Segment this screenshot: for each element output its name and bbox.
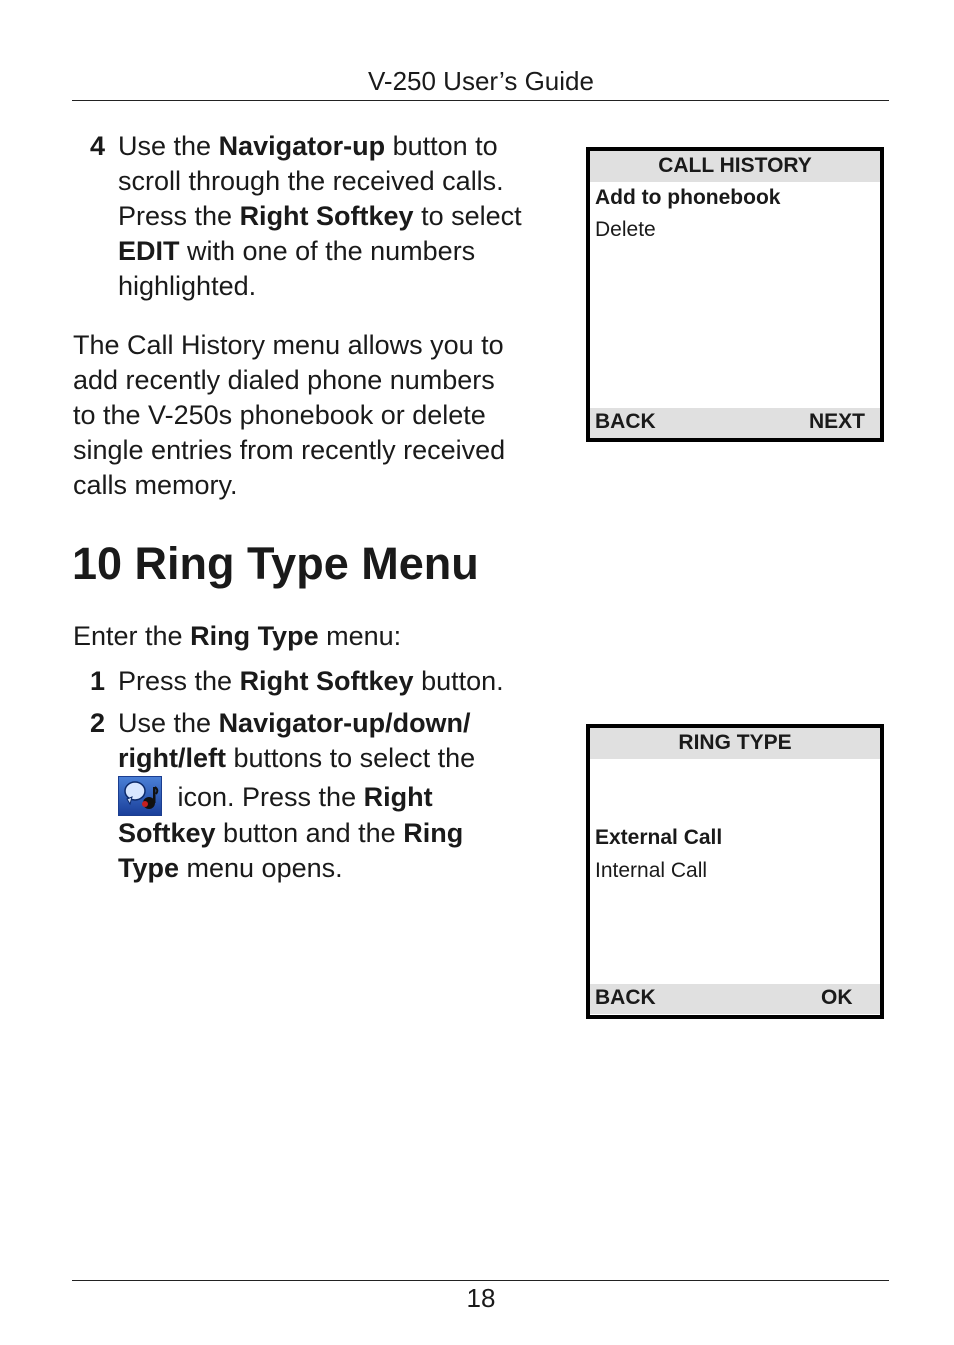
bold-text: Right Softkey: [239, 201, 414, 231]
bold-text: EDIT: [118, 236, 180, 266]
text: icon. Press the: [170, 782, 364, 812]
page-header-title: V-250 User’s Guide: [368, 66, 594, 96]
step-2-text: [118, 706, 578, 886]
step-4: [90, 129, 105, 164]
menu-item-external-call[interactable]: External Call: [595, 826, 723, 849]
step-4-text: [118, 129, 588, 304]
text: highlighted.: [118, 271, 257, 301]
paragraph-line: add recently dialed phone numbers: [73, 365, 495, 395]
bold-text: Right: [363, 782, 433, 812]
text: Use the: [118, 131, 219, 161]
text: menu opens.: [179, 853, 343, 883]
screen-title: CALL HISTORY: [658, 154, 812, 177]
paragraph-line: calls memory.: [73, 470, 238, 500]
menu-item-internal-call[interactable]: Internal Call: [595, 859, 708, 882]
paragraph-line: The Call History menu allows you to: [73, 330, 504, 360]
bold-text: Navigator-up: [218, 131, 386, 161]
text: scroll through the received calls.: [118, 166, 504, 196]
text: Press the: [118, 201, 240, 231]
text: Use the: [118, 708, 219, 738]
text: button to: [385, 131, 498, 161]
bold-text: Softkey: [118, 818, 216, 848]
footer-rule: [72, 1280, 889, 1281]
page-number: 18: [466, 1283, 496, 1313]
back-softkey[interactable]: BACK: [595, 410, 656, 433]
call-history-screen: [586, 147, 884, 442]
ok-softkey[interactable]: OK: [821, 986, 853, 1009]
next-softkey[interactable]: NEXT: [809, 410, 866, 433]
menu-item-add-to-phonebook[interactable]: Add to phonebook: [595, 186, 781, 209]
paragraph-line: to the V-250s phonebook or delete: [73, 400, 486, 430]
text: buttons to select the: [226, 743, 476, 773]
screen-title: RING TYPE: [678, 731, 792, 754]
bold-text: Ring Type: [190, 621, 319, 651]
section-heading: 10 Ring Type Menu: [72, 538, 479, 589]
bold-text: Right Softkey: [239, 666, 414, 696]
bold-text: right/left: [118, 743, 226, 773]
bold-text: Ring: [403, 818, 464, 848]
bold-text: Type: [118, 853, 180, 883]
ring-type-icon: [118, 776, 162, 816]
step-2: [90, 706, 105, 741]
step-1: [90, 664, 105, 699]
step-number: 1: [90, 666, 106, 696]
text: menu:: [318, 621, 402, 651]
header-rule: [72, 100, 889, 101]
step-1-text: [118, 664, 504, 699]
step-number: 2: [90, 708, 106, 738]
text: Enter the: [73, 621, 191, 651]
step-number: 4: [90, 131, 106, 161]
ring-type-screen: [586, 724, 884, 1019]
text: with one of the numbers: [179, 236, 476, 266]
menu-item-delete[interactable]: Delete: [595, 218, 656, 241]
bold-text: Navigator-up/down/: [218, 708, 471, 738]
text: to select: [413, 201, 522, 231]
intro-paragraph: [73, 328, 573, 503]
paragraph-line: single entries from recently received: [73, 435, 506, 465]
enter-instruction: [73, 619, 401, 654]
text: button.: [413, 666, 504, 696]
text: button and the: [215, 818, 404, 848]
text: Press the: [118, 666, 240, 696]
back-softkey[interactable]: BACK: [595, 986, 656, 1009]
